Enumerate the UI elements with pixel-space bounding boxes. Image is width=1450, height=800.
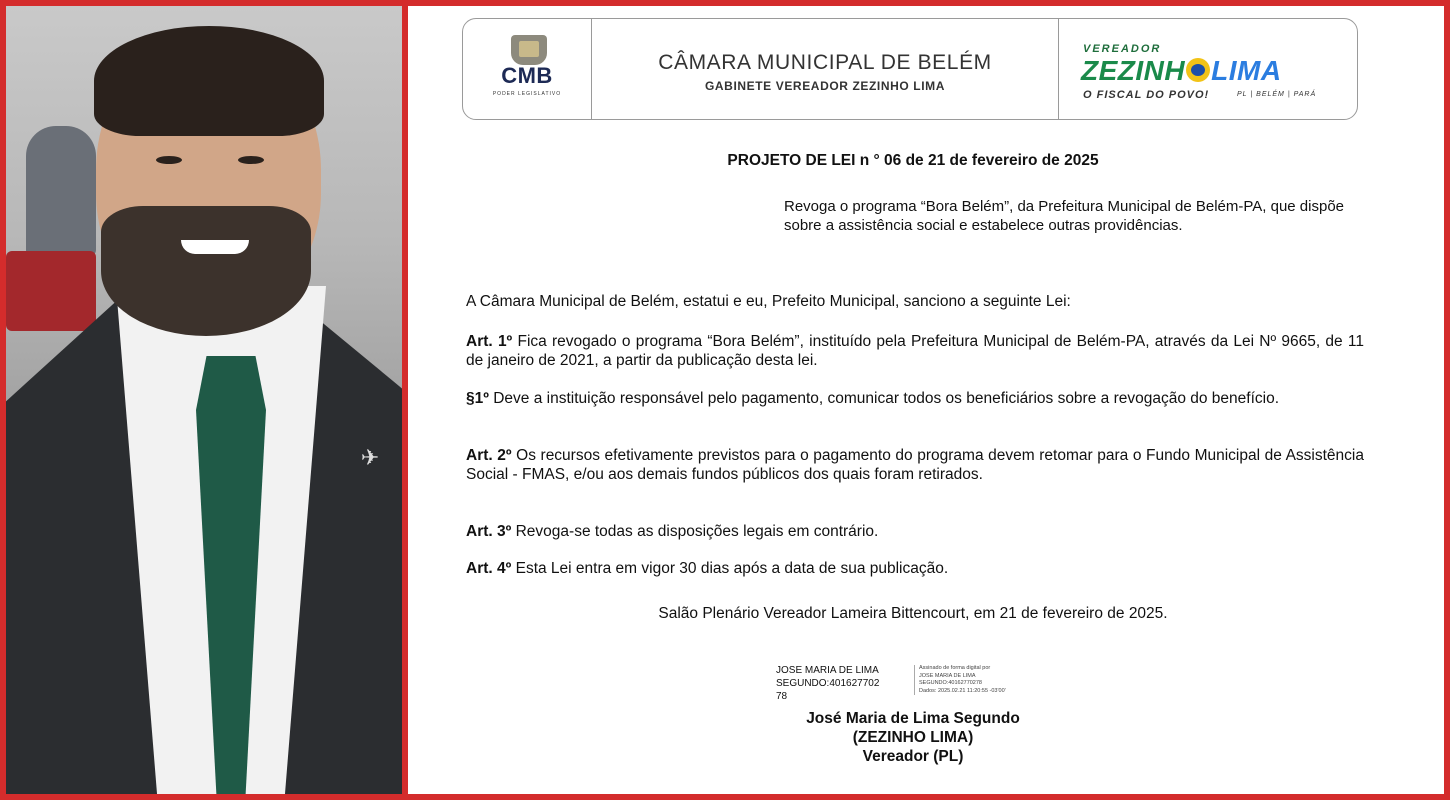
brazil-ball-icon: [1186, 58, 1210, 82]
hair: [94, 26, 324, 136]
crest-shield-icon: [519, 41, 539, 57]
background-seat: [6, 251, 96, 331]
bill-title: PROJETO DE LEI n ° 06 de 21 de fevereiro de 2025: [727, 152, 1099, 169]
article-3-text: Revoga-se todas as disposições legais em contrário.: [511, 523, 879, 540]
signer-role: Vereador (PL): [862, 748, 964, 765]
brand-right-text: LIMA: [1211, 55, 1282, 86]
chamber-title: CÂMARA MUNICIPAL DE BELÉM: [658, 51, 992, 74]
preamble: A Câmara Municipal de Belém, estatui e eu, Prefeito Municipal, sanciono a seguinte Lei:: [466, 293, 1071, 310]
left-eye: [156, 156, 182, 164]
article-3-label: Art. 3º: [466, 523, 512, 540]
signer-block: [408, 709, 1418, 766]
digital-signature-meta-line1: Assinado de forma digital por: [919, 665, 991, 671]
digital-signature-meta-line2: JOSE MARIA DE LIMA: [919, 672, 976, 679]
paragraph-1-text: Deve a instituição responsável pelo pagamento, comunicar todos os beneficiários sobre a revogação do benefício.: [488, 390, 1280, 407]
signer-name: José Maria de Lima Segundo: [806, 710, 1020, 727]
bill-summary: Revoga o programa “Bora Belém”, da Prefeitura Municipal de Belém-PA, que dispõe sobre a assistência social e estabelece outras providências.: [784, 198, 1345, 234]
cmb-logo-text: CMB: [501, 63, 553, 88]
brand-party: PL | BELÉM | PARÁ: [1237, 91, 1317, 98]
right-eye: [238, 156, 264, 164]
letterhead: [462, 18, 1358, 120]
article-1-text: Fica revogado o programa “Bora Belém”, instituído pela Prefeitura Municipal de Belém-PA, através da Lei Nº 9665, de 11 de janeiro de 2021, a partir da publicação desta lei.: [466, 333, 1364, 369]
zezinho-lima-logo: [1059, 19, 1357, 119]
lapel-pin-icon: ✈: [360, 445, 380, 470]
cmb-logo: [463, 19, 592, 119]
article-2-label: Art. 2º: [466, 447, 512, 464]
cmb-logo-subtext: PODER LEGISLATIVO: [492, 91, 562, 97]
law-document: [408, 6, 1444, 794]
digital-signature-meta: [914, 665, 1099, 695]
digital-signature-name-line2: SEGUNDO:401627702: [776, 678, 880, 689]
article-1-label: Art. 1º: [466, 333, 513, 350]
article-2-text: Os recursos efetivamente previstos para o pagamento do programa devem retomar para o Fundo Municipal de Assistência Social - FMAS, e/ou aos demais fundos públicos dos quais foram retirados.: [466, 447, 1364, 483]
article-2: [466, 446, 1364, 484]
digital-signature-name-line1: JOSE MARIA DE LIMA: [776, 665, 879, 676]
paragraph-1: [466, 389, 1364, 408]
cabinet-subtitle: GABINETE VEREADOR ZEZINHO LIMA: [704, 79, 945, 93]
letterhead-title-block: [592, 19, 1059, 119]
article-4-label: Art. 4º: [466, 560, 512, 577]
councilman-photo: [6, 6, 402, 794]
brand-wordmark: [1081, 55, 1282, 87]
article-1: [466, 332, 1364, 370]
article-4: [466, 559, 1364, 578]
background-person: [26, 126, 96, 256]
digital-signature-meta-line3: SEGUNDO:40162770278: [919, 680, 982, 686]
place-and-date: Salão Plenário Vereador Lameira Bittencourt, em 21 de fevereiro de 2025.: [658, 605, 1168, 622]
digital-signature-name: [776, 664, 908, 703]
digital-signature-meta-line4: Dados: 2025.02.21 11:20:55 -03'00': [919, 687, 1006, 694]
brand-slogan: O FISCAL DO POVO!: [1083, 89, 1210, 101]
brand-left-text: ZEZINH: [1081, 55, 1186, 86]
beard: [101, 206, 311, 336]
digital-signature-name-line3: 78: [776, 691, 788, 702]
brand-top-text: VEREADOR: [1083, 43, 1162, 55]
paragraph-1-label: §1º: [466, 390, 489, 407]
article-3: [466, 522, 1364, 541]
article-4-text: Esta Lei entra em vigor 30 dias após a data de sua publicação.: [511, 560, 949, 577]
smile: [181, 240, 249, 254]
signer-alias: (ZEZINHO LIMA): [852, 729, 974, 746]
